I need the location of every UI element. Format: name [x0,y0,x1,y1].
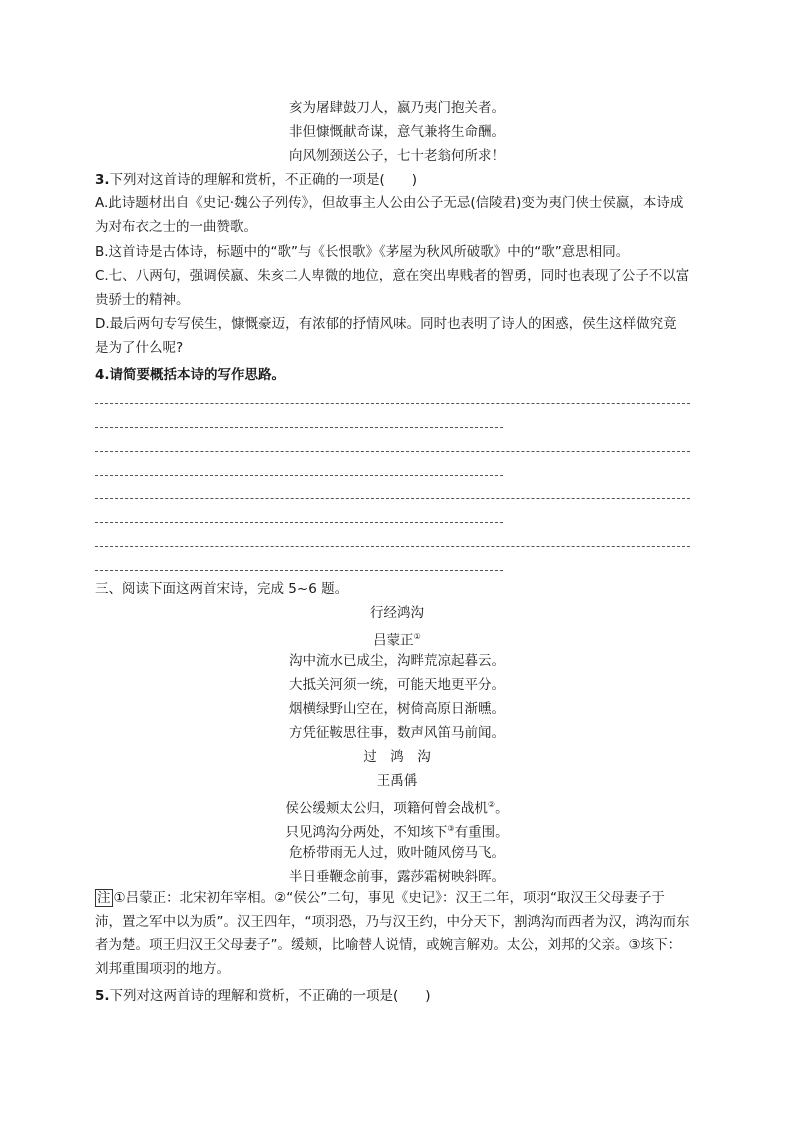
question-5-number: 5. [95,988,110,1004]
poem2-author-note: ① [413,632,421,641]
poem3-line-2 [0,820,794,842]
poem3-title: 过 鸿 沟 [363,749,431,765]
answer-line[interactable] [95,522,503,523]
poem1-line-1: 亥为屠肆鼓刀人，嬴乃夷门抱关者。 [289,100,505,116]
poem3-author: 王禹偁 [376,773,418,789]
poem3-line-1 [0,796,794,818]
poem3-line-2-text: 只见鸿沟分两处，不知垓下 [285,824,448,841]
section-3-heading: 三、阅读下面这两首宋诗，完成 5~6 题。 [95,581,349,597]
poem1-line-3: 向风刎颈送公子，七十老翁何所求！ [289,148,505,164]
poem3-line-1-end: 。 [495,800,509,817]
notes-text: ①吕蒙正：北宋初年宰相。②“侯公”二句，事见《史记》：汉王二年，项羽“取汉王父母妻子于沛，置之军中以为质”。汉王四年，“项羽恐，乃与汉王约，中分天下，割鸿沟而西者为汉，鸿沟而东者为楚。项王归汉王父母妻子”。缓颊，比喻替人说情，或婉言解劝。太公，刘邦的父亲。③垓下：刘邦重围项羽的地方。 [95,890,690,977]
question-3-number: 3. [95,172,110,188]
question-4-stem: 请简要概括本诗的写作思路。 [109,367,286,383]
poem3-note-3-marker: ③ [447,824,455,833]
poem1-line-2: 非但慷慨献奇谋，意气兼将生命酬。 [289,124,505,140]
question-3 [95,171,417,189]
answer-line[interactable] [95,475,503,476]
question-5-stem: 下列对这两首诗的理解和赏析，不正确的一项是( ) [109,988,431,1004]
question-3-option-c: C.七、八两句，强调侯嬴、朱亥二人卑微的地位，意在突出卑贱者的智勇，同时也表现了公子不以富贵骄士的精神。 [95,268,690,308]
poem3-line-2-end: 有重围。 [454,824,509,841]
answer-line[interactable] [95,546,690,547]
poem3-line-3: 危桥带雨无人过，败叶随风傍马飞。 [289,845,505,861]
answer-line[interactable] [95,451,690,452]
poem3-note-2-marker: ② [487,800,496,809]
notes-label: 注 [97,890,111,906]
answer-line[interactable] [95,403,690,404]
poem2-title: 行经鸿沟 [370,605,424,621]
answer-line[interactable] [95,427,503,428]
answer-line[interactable] [95,570,503,571]
poem2-line-3: 烟横绿野山空在，树倚高原日渐曛。 [289,701,505,717]
question-4-number: 4. [95,367,110,383]
poem3-line-4: 半日垂鞭念前事，露莎霜树映斜晖。 [289,869,505,885]
question-3-option-d: D.最后两句专写侯生，慷慨豪迈，有浓郁的抒情风味。同时也表明了诗人的困惑，侯生这样做究竟是为了什么呢? [95,316,677,356]
poem2-line-2: 大抵关河须一统，可能天地更平分。 [289,677,505,693]
poem2-author: 吕蒙正 [373,632,414,649]
question-4 [95,366,285,384]
poem3-line-1-text: 侯公缓颊太公归，项籍何曾会战机 [285,800,488,817]
question-5 [95,987,431,1005]
poem2-line-4: 方凭征鞍思往事，数声风笛马前闻。 [289,725,505,741]
question-3-option-b: B.这首诗是古体诗，标题中的“歌”与《长恨歌》《茅屋为秋风所破歌》中的“歌”意思相同。 [95,244,630,260]
answer-line[interactable] [95,498,690,499]
poem2-author-line [0,628,794,650]
annotation-notes [95,887,690,981]
question-3-stem: 下列对这首诗的理解和赏析，不正确的一项是( ) [109,172,418,188]
poem2-line-1: 沟中流水已成尘，沟畔荒凉起暮云。 [289,653,505,669]
question-3-option-a: A.此诗题材出自《史记·魏公子列传》，但故事主人公由公子无忌(信陵君)变为夷门侠士侯嬴，本诗成为对布衣之士的一曲赞歌。 [95,195,684,235]
